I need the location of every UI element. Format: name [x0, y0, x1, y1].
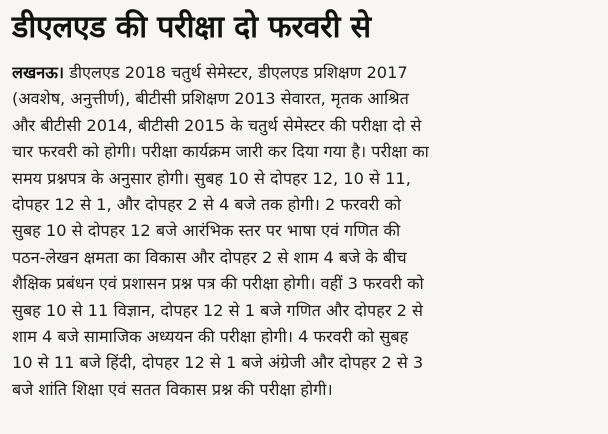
article-line: और बीटीसी 2014, बीटीसी 2015 के चतुर्थ सेमेस्टर की परीक्षा दो से	[12, 115, 422, 135]
article-line: शाम 4 बजे सामाजिक अध्ययन की परीक्षा होगी। 4 फरवरी को सुबह	[12, 326, 409, 346]
article-line: सुबह 10 से दोपहर 12 बजे आरंभिक स्तर पर भाषा एवं गणित की	[12, 221, 401, 241]
article-line: सुबह 10 से 11 विज्ञान, दोपहर 12 से 1 बजे गणित और दोपहर 2 से	[12, 300, 423, 320]
dateline: लखनऊ।	[12, 63, 65, 82]
article-line: दोपहर 12 से 1, और दोपहर 2 से 4 बजे तक होगी। 2 फरवरी को	[12, 194, 402, 214]
article-line: शैक्षिक प्रबंधन एवं प्रशासन प्रश्न पत्र की परीक्षा होगी। वहीं 3 फरवरी को	[12, 274, 424, 294]
article-line: (अवशेष, अनुत्तीर्ण), बीटीसी प्रशिक्षण 2013 सेवारत, मृतक आश्रित	[12, 89, 409, 109]
article-body	[12, 60, 596, 403]
headline: डीएलएड की परीक्षा दो फरवरी से	[12, 10, 371, 45]
article-line: चार फरवरी को होगी। परीक्षा कार्यक्रम जारी कर दिया गया है। परीक्षा का	[12, 142, 429, 162]
article-line-text: डीएलएड 2018 चतुर्थ सेमेस्टर, डीएलएड प्रशिक्षण 2017	[69, 63, 408, 82]
article-line: पठन-लेखन क्षमता का विकास और दोपहर 2 से शाम 4 बजे के बीच	[12, 247, 407, 267]
article-line: समय प्रश्नपत्र के अनुसार होगी। सुबह 10 से दोपहर 12, 10 से 11,	[12, 168, 411, 188]
article-line: बजे शांति शिक्षा एवं सतत विकास प्रश्न की परीक्षा होगी।	[12, 379, 333, 399]
article-line: 10 से 11 बजे हिंदी, दोपहर 12 से 1 बजे अंग्रेजी और दोपहर 2 से 3	[12, 353, 424, 373]
article-line	[12, 60, 596, 86]
